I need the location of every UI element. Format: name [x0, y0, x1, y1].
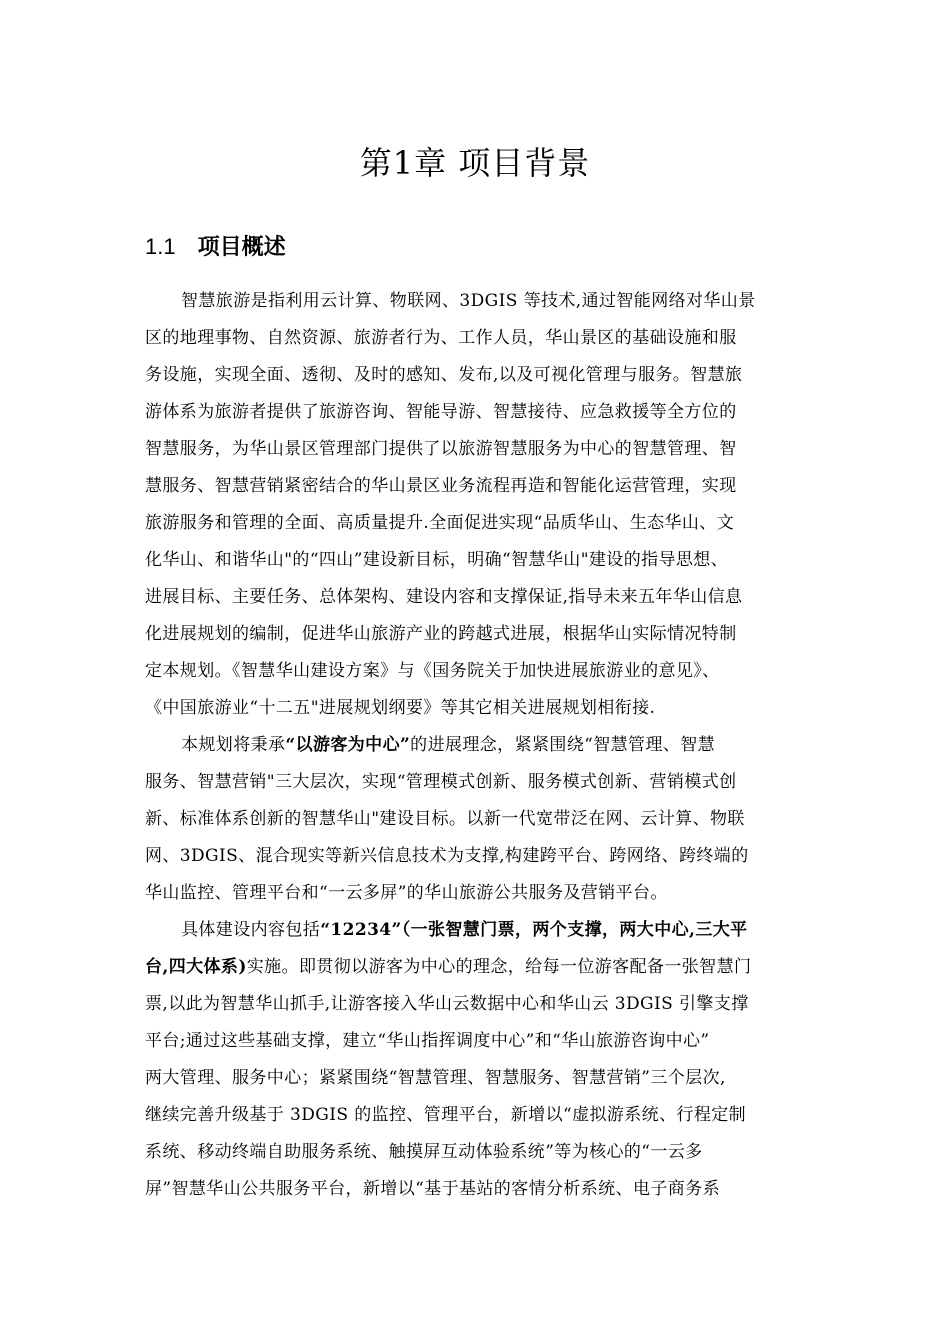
text-run: 的进展理念，紧紧围绕“智慧管理、智慧: [410, 735, 716, 755]
text-line: 网、3DGIS、混合现实等新兴信息技术为支撑,构建跨平台、跨网络、跨终端的: [145, 846, 749, 866]
chapter-title: 第1章 项目背景: [359, 144, 591, 182]
text-line: 进展目标、主要任务、总体架构、建设内容和支撑保证,指导未来五年华山信息: [145, 587, 743, 607]
text-line: 新、标准体系创新的智慧华山"建设目标。以新一代宽带泛在网、云计算、物联: [145, 809, 745, 829]
emphasis-text: “以游客为中心”: [285, 735, 411, 755]
text-line: 智慧旅游是指利用云计算、物联网、3DGIS 等技术,通过智能网络对华山景: [181, 291, 756, 311]
text-line: 系统、移动终端自助服务系统、触摸屏互动体验系统”等为核心的“一云多: [145, 1142, 703, 1162]
emphasis-text: 台,四大体系): [145, 957, 247, 977]
text-line: 两大管理、服务中心；紧紧围绕“智慧管理、智慧服务、智慧营销”三个层次,: [145, 1068, 726, 1088]
paragraph-2: [145, 727, 825, 912]
text-line: 旅游服务和管理的全面、高质量提升.全面促进实现“品质华山、生态华山、文: [145, 513, 735, 533]
text-line: 智慧服务，为华山景区管理部门提供了以旅游智慧服务为中心的智慧管理、智: [145, 439, 737, 459]
text-line: 票,以此为智慧华山抓手,让游客接入华山云数据中心和华山云 3DGIS 引擎支撑: [145, 994, 749, 1014]
text-line: [145, 727, 825, 764]
text-line: 慧服务、智慧营销紧密结合的华山景区业务流程再造和智能化运营管理，实现: [145, 476, 737, 496]
text-line: 继续完善升级基于 3DGIS 的监控、管理平台，新增以“虚拟游系统、行程定制: [145, 1105, 747, 1125]
text-line: 游体系为旅游者提供了旅游咨询、智能导游、智慧接待、应急救援等全方位的: [145, 402, 737, 422]
paragraph-3: [145, 912, 825, 1208]
text-line: 平台;通过这些基础支撑，建立“华山指挥调度中心”和“华山旅游咨询中心”: [145, 1031, 710, 1051]
section-number: 1.1: [145, 234, 176, 259]
text-line: 定本规划。《智慧华山建设方案》与《国务院关于加快进展旅游业的意见》、: [145, 661, 720, 681]
text-line: 化华山、和谐华山"的“四山”建设新目标，明确“智慧华山"建设的指导思想、: [145, 550, 729, 570]
text-run: 具体建设内容包括: [181, 920, 321, 940]
text-line: 华山监控、管理平台和“一云多屏”的华山旅游公共服务及营销平台。: [145, 883, 668, 903]
section-title: 项目概述: [197, 235, 286, 260]
text-line: 服务、智慧营销"三大层次，实现“管理模式创新、服务模式创新、营销模式创: [145, 772, 737, 792]
paragraph-1: [145, 283, 825, 727]
text-line: [145, 912, 825, 949]
text-line: 化进展规划的编制，促进华山旅游产业的跨越式进展，根据华山实际情况特制: [145, 624, 737, 644]
text-line: 《中国旅游业“十二五"进展规划纲要》等其它相关进展规划相衔接.: [145, 698, 656, 718]
text-run: 本规划将秉承: [181, 735, 286, 755]
body-text: [145, 283, 825, 1208]
text-line: 区的地理事物、自然资源、旅游者行为、工作人员，华山景区的基础设施和服: [145, 328, 737, 348]
section-heading: [145, 228, 286, 267]
text-line: 务设施，实现全面、透彻、及时的感知、发布,以及可视化管理与服务。智慧旅: [145, 365, 743, 385]
text-run: 实施。即贯彻以游客为中心的理念，给每一位游客配备一张智慧门: [246, 957, 752, 977]
text-line: [145, 949, 825, 986]
emphasis-text: “12234”（一张智慧门票，两个支撑，两大中心,三大平: [320, 920, 748, 940]
text-line: 屏”智慧华山公共服务平台，新增以“基于基站的客情分析系统、电子商务系: [145, 1179, 720, 1199]
